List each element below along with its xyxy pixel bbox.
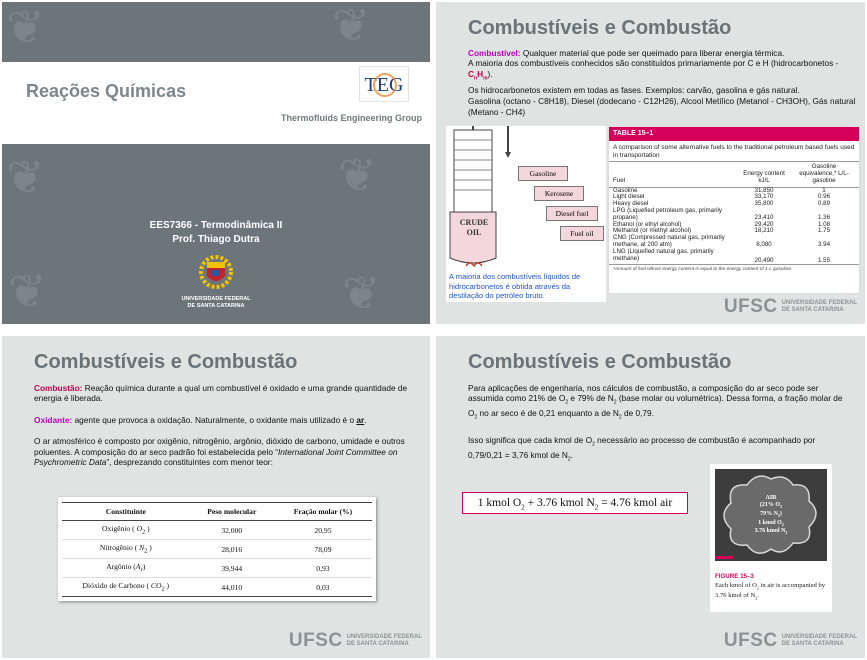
table-cell: Light diesel <box>613 193 645 201</box>
slide-title: Combustíveis e Combustão <box>34 351 298 373</box>
table-cell: 28,016 <box>221 544 243 554</box>
table-cell: Argônio $(A_r)$ <box>106 562 146 574</box>
university-crest-icon <box>194 252 238 292</box>
table-cell: LPG (Liquefied petroleum gas, primarily propane) <box>613 206 723 221</box>
leaf-decoration-icon: ❦ <box>342 266 381 320</box>
oxidant-definition <box>34 415 414 425</box>
table-header: Fuel <box>613 176 626 184</box>
university-name-line2: DE SANTA CATARINA <box>187 303 245 309</box>
leaf-decoration-icon: ❦ <box>8 264 47 318</box>
ufsc-subtitle <box>347 634 422 648</box>
definition-term: Combustível: <box>468 48 521 58</box>
ufsc-subtitle <box>782 634 857 648</box>
table-row <box>62 559 372 578</box>
fuels-slide[interactable] <box>436 2 865 324</box>
table-cell: Dióxido de Carbono ( $CO_2$ ) <box>82 581 170 593</box>
table-cell: 23,410 <box>754 213 774 221</box>
definition-text: Qualquer material que pode ser queimado para liberar energia térmica. <box>520 48 785 58</box>
table-cell: 8,080 <box>756 240 772 248</box>
table-cell: 78,09 <box>314 544 332 554</box>
paragraph-text: ”, desprezando constituintes com menor teor: <box>106 457 273 468</box>
ufsc-brand: UFSC <box>288 630 343 651</box>
table-cell: Oxigênio ( $O_2$ ) <box>101 524 150 536</box>
hydrocarbon-paragraph <box>468 58 858 83</box>
teg-logo-text: TEG <box>364 74 404 96</box>
table-title: TABLE 15–1 <box>609 127 859 141</box>
table-cell: Heavy diesel <box>613 200 649 208</box>
figure-title: FIGURE 15–3 <box>715 573 754 580</box>
slide-title: Combustíveis e Combustão <box>468 17 732 39</box>
table-cell: 0.96 <box>817 193 831 201</box>
crude-oil-label: CRUDE OIL <box>459 218 489 237</box>
air-composition-figure <box>58 497 376 601</box>
table-cell: Nitrogênio ( $N_2$ ) <box>99 543 152 555</box>
table-description: A comparison of some alternative fuels to the traditional petroleum based fuels used in transportation <box>613 144 855 159</box>
definition-term: Oxidante: <box>34 414 73 425</box>
leaf-decoration-icon: ❦ <box>6 2 45 54</box>
figure-caption: Each kmol of $O_2$ in air is accompanied by 3.76 kmol of $N_2$. <box>715 582 826 601</box>
table-cell: Ethanol (or ethyl alcohol) <box>613 220 682 228</box>
table-header: Peso molecular <box>207 507 257 516</box>
table-row <box>62 521 372 540</box>
table-cell: 3.94 <box>817 240 831 248</box>
professor-name: Prof. Thiago Dutra <box>172 234 260 245</box>
table-cell: CNG (Compressed natural gas, primarily methane, at 200 atm) <box>613 234 725 248</box>
course-name: EES7366 - Termodinâmica II <box>149 220 283 231</box>
table-cell: 1.08 <box>817 220 831 228</box>
university-name-line1: UNIVERSIDADE FEDERAL <box>181 296 251 302</box>
table-cell: 1.75 <box>817 227 831 235</box>
bottom-band <box>2 144 430 324</box>
table-row <box>62 578 372 597</box>
table-row <box>609 249 859 265</box>
table-cell: 35,800 <box>754 200 774 208</box>
table-cell: 44,010 <box>221 582 243 592</box>
teg-logo <box>359 66 409 102</box>
table-cell: 33,170 <box>754 193 774 201</box>
table-header: Gasoline equivalence,* L/L-gasoline <box>799 163 849 184</box>
slide-text <box>34 383 414 467</box>
definition-text: Reação química durante a qual um combustível é oxidado e uma grande quantidade de energia é liberada. <box>34 383 408 404</box>
table-cell: 1.36 <box>817 213 831 221</box>
table-row <box>62 540 372 559</box>
table-cell: 20,95 <box>314 525 332 535</box>
table-cell: 29,420 <box>754 220 774 228</box>
air-figure <box>710 464 832 612</box>
air-blob-box <box>715 469 827 561</box>
table-cell: 0.89 <box>817 200 831 208</box>
table-cell: 18,210 <box>754 227 774 235</box>
ufsc-line1: UNIVERSIDADE FEDERAL <box>781 634 857 640</box>
slide-title: Reações Químicas <box>26 81 187 101</box>
table-header: Energy content kJ/L <box>743 169 785 184</box>
table-header: Fração molar (%) <box>293 507 353 516</box>
ufsc-subtitle <box>782 300 857 314</box>
formula: $C_nH_m$ <box>468 68 488 82</box>
definition-term: Combustão: <box>34 383 83 393</box>
leaf-decoration-icon: ❦ <box>338 148 377 202</box>
ufsc-logo <box>289 630 422 652</box>
product-gasoline: Gasoline <box>518 166 568 181</box>
table-cell: 1.55 <box>817 256 831 264</box>
combustion-slide[interactable] <box>2 336 430 658</box>
table-cell: 31,850 <box>754 186 774 194</box>
table-cell: LNG (Liquefied natural gas, primarily methane) <box>613 247 714 262</box>
table-header-row <box>609 162 859 187</box>
slide-text <box>468 383 848 465</box>
paragraph-text: A maioria dos combustíveis conhecidos são constituídos primariamente por C e H (hidrocarbonetos - <box>468 58 839 69</box>
slide-title: Combustíveis e Combustão <box>468 351 732 373</box>
air-composition-slide[interactable] <box>436 336 865 658</box>
table-cell: 39,944 <box>221 563 243 573</box>
table-header: Constituinte <box>105 507 146 516</box>
table-row <box>609 208 859 222</box>
figure-accent-bar <box>715 556 733 559</box>
top-band <box>2 2 430 62</box>
product-diesel: Diesel fuel <box>546 206 598 221</box>
leaf-decoration-icon: ❦ <box>332 2 371 52</box>
group-name: Thermofluids Engineering Group <box>280 113 422 123</box>
product-kerosene: Kerosene <box>534 186 584 201</box>
fuels-table <box>609 161 859 265</box>
phases-paragraph: Os hidrocarbonetos existem em todas as fases. Exemplos: carvão, gasolina e gás natural. <box>468 84 800 95</box>
fuels-table-figure <box>608 126 860 294</box>
combustion-definition <box>34 383 414 404</box>
figure-caption: A maioria dos combustíveis líquidos de hidrocarbonetos é obtida através da destilação do petróleo bruto. <box>449 272 605 301</box>
product-fuel-oil: Fuel oil <box>560 226 604 241</box>
ufsc-logo <box>724 296 857 318</box>
title-slide[interactable] <box>2 2 430 324</box>
table-cell: 0,03 <box>316 582 330 592</box>
dry-air-paragraph: Para aplicações de engenharia, nos cálculos de combustão, a composição do ar seco pode ser assumida como 21% de $O_2$ e 79% de $N_2$ (base molar ou volumétrica). Dessa forma, a fração molar de $O_2$ no ar seco é de 0,21 enquanto a de $N_2$ de 0,79. <box>468 383 843 422</box>
air-paragraph <box>34 436 414 467</box>
ufsc-line1: UNIVERSIDADE FEDERAL <box>346 634 422 640</box>
table-row <box>609 235 859 249</box>
air-composition-table <box>62 502 372 597</box>
table-header-row <box>62 503 372 521</box>
ufsc-line2: DE SANTA CATARINA <box>346 641 409 647</box>
examples-paragraph: Gasolina (octano - C8H18), Diesel (dodecano - C12H26), Alcool Metílico (Metanol - CH3OH), Gás natural (Metano - CH4) <box>468 96 856 117</box>
definition-end: . <box>364 414 367 425</box>
fuel-definition <box>468 48 858 58</box>
paragraph-text: O ar atmosférico é composto por oxigênio, nitrogênio, argônio, dióxido de carbono, umidade e outros poluentes. A composição do ar seco padrão foi estabelecida pelo “ <box>34 436 405 457</box>
ufsc-brand: UFSC <box>723 630 778 651</box>
definition-text: agente que provoca a oxidação. Naturalmente, o oxidante mais utilizado é o <box>72 414 357 425</box>
air-word: ar <box>356 414 365 425</box>
ratio-paragraph: Isso significa que cada kmol de $O_2$ necessário ao processo de combustão é acompanhado por 0,79/0,21 = 3,76 kmol de $N_2$. <box>468 434 816 463</box>
air-equation: 1 kmol $O_2 + 3.76$ kmol $N_2 = 4.76$ kmol air <box>462 492 688 514</box>
ufsc-line1: UNIVERSIDADE FEDERAL <box>781 300 857 306</box>
ufsc-logo <box>724 630 857 652</box>
table-cell: Gasoline <box>613 186 638 194</box>
ufsc-line2: DE SANTA CATARINA <box>781 307 844 313</box>
table-cell: 0,93 <box>316 563 330 573</box>
table-cell: Methanol (or methyl alcohol) <box>613 227 692 235</box>
paragraph-end: ). <box>487 68 493 79</box>
air-blob-text: AIR (21% $O_2$ 79% $N_2$) 1 kmol $O_2$ 3.76 kmol $N_2$ <box>754 495 788 536</box>
table-cell: 1 <box>822 186 826 194</box>
table-cell: 32,000 <box>221 525 243 535</box>
leaf-decoration-icon: ❦ <box>6 150 45 204</box>
committee-name: International Joint Committee on Psychrometric Data <box>34 446 398 468</box>
table-footnote: *Amount of fuel whose energy content is equal to the energy content of 1-L gasoline. <box>613 267 793 273</box>
ufsc-line2: DE SANTA CATARINA <box>781 641 844 647</box>
ufsc-brand: UFSC <box>723 296 778 317</box>
table-cell: 20,490 <box>754 256 774 264</box>
slide-text <box>468 48 858 117</box>
